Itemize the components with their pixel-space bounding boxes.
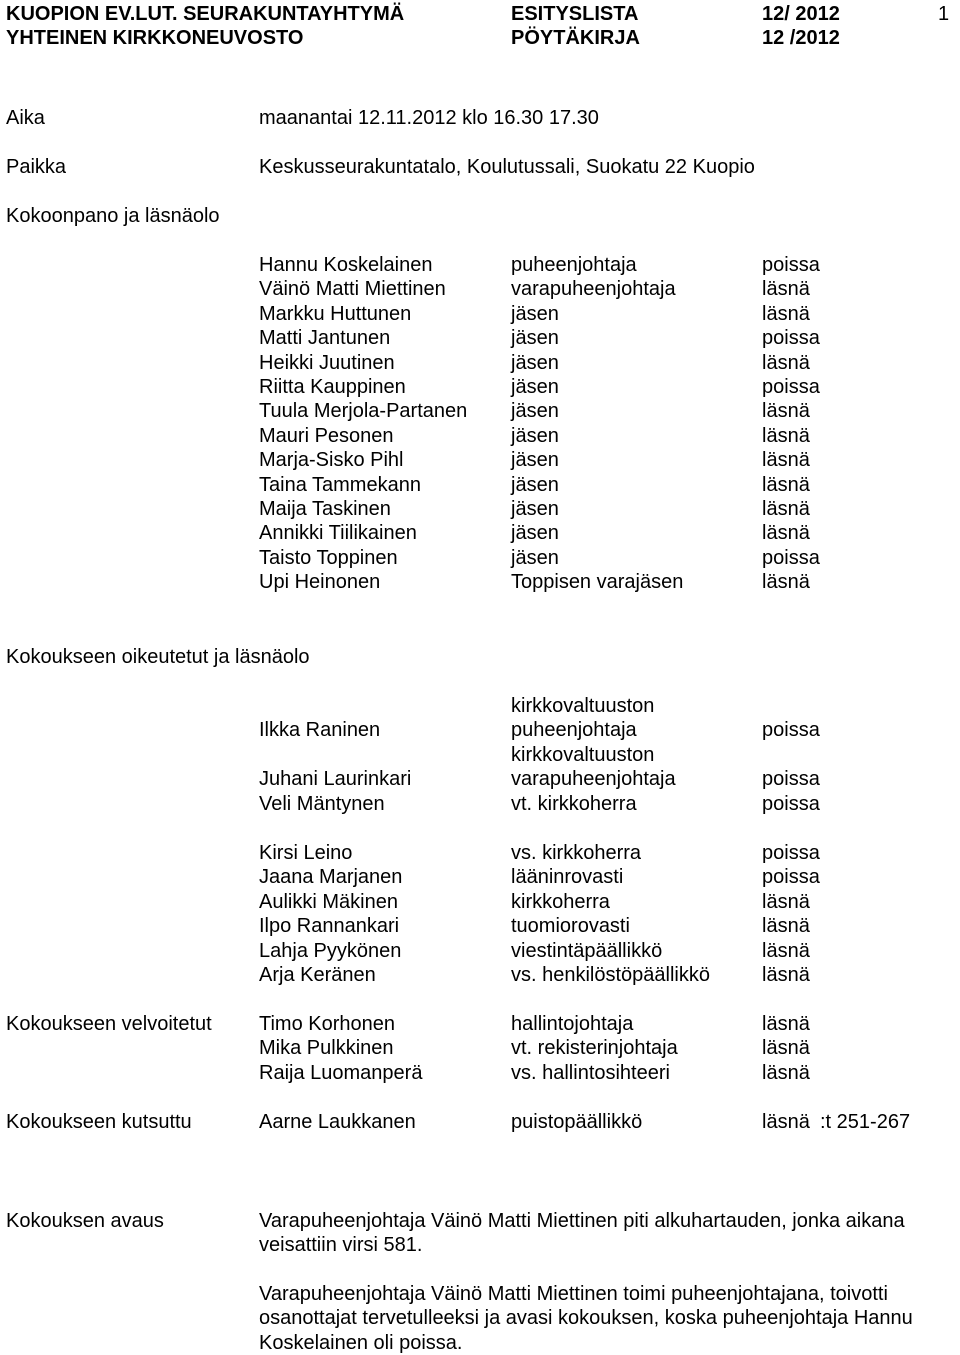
person-status: poissa: [762, 866, 820, 889]
table-row: [0, 351, 960, 375]
member-status: läsnä: [762, 278, 810, 301]
invited-label: Kokoukseen kutsuttu: [6, 1111, 192, 1133]
person-name: Ilpo Rannankari: [259, 915, 400, 938]
person-name: Arja Keränen: [259, 963, 376, 986]
member-name: Riitta Kauppinen: [259, 375, 406, 398]
person-role: hallintojohtaja: [511, 1013, 634, 1035]
time-value: maanantai 12.11.2012 klo 16.30 17.30: [259, 107, 599, 129]
composition-label: Kokoonpano ja läsnäolo: [6, 205, 220, 227]
table-row: [0, 521, 960, 545]
table-row: [0, 302, 960, 326]
agenda-number: 12/ 2012: [762, 3, 840, 25]
member-name: Taisto Toppinen: [259, 546, 398, 569]
table-row: [0, 375, 960, 399]
entitled-others-table: [0, 841, 960, 987]
table-row: [0, 570, 960, 594]
member-role: jäsen: [511, 327, 559, 350]
member-name: Heikki Juutinen: [259, 351, 395, 374]
member-name: Taina Tammekann: [259, 473, 421, 496]
opening-paragraph-2: Varapuheenjohtaja Väinö Matti Miettinen toimi puheenjohtajana, toivotti osanottajat tervetulleeksi ja avasi kokouksen, koska puheenjohtaja Hannu Koskelainen oli poissa.: [259, 1283, 913, 1354]
member-role: jäsen: [511, 473, 559, 496]
org-name-line1: KUOPION EV.LUT. SEURAKUNTAYHTYMÄ: [6, 3, 405, 25]
opening-label: Kokouksen avaus: [6, 1210, 164, 1232]
mantynen-status: poissa: [762, 793, 820, 815]
member-status: läsnä: [762, 522, 810, 545]
member-role: Toppisen varajäsen: [511, 571, 684, 594]
table-row: [0, 277, 960, 301]
laurinkari-name: Juhani Laurinkari: [259, 768, 412, 790]
person-status: läsnä: [762, 963, 810, 986]
member-status: läsnä: [762, 400, 810, 423]
member-role: jäsen: [511, 375, 559, 398]
doc-type-minutes: PÖYTÄKIRJA: [511, 27, 640, 49]
person-name: Timo Korhonen: [259, 1013, 395, 1035]
table-row: [0, 448, 960, 472]
person-status: läsnä: [762, 939, 810, 962]
member-role: jäsen: [511, 424, 559, 447]
person-name: Aulikki Mäkinen: [259, 890, 398, 913]
member-status: poissa: [762, 254, 820, 276]
invited-section-note: :t 251-267: [820, 1111, 911, 1133]
invited-name: Aarne Laukkanen: [259, 1111, 416, 1133]
person-status: läsnä: [762, 890, 810, 913]
table-row: [0, 473, 960, 497]
person-name: Kirsi Leino: [259, 842, 353, 864]
mantynen-role: vt. kirkkoherra: [511, 793, 637, 815]
table-row: [0, 914, 960, 938]
member-name: Väinö Matti Miettinen: [259, 278, 446, 301]
member-status: läsnä: [762, 424, 810, 447]
members-table: [0, 253, 960, 594]
laurinkari-status: poissa: [762, 768, 820, 790]
opening-paragraph-1: Varapuheenjohtaja Väinö Matti Miettinen piti alkuhartauden, jonka aikana veisattiin virsi 581.: [259, 1210, 905, 1257]
raninen-role-line1: kirkkovaltuuston: [511, 695, 655, 717]
member-role: jäsen: [511, 522, 559, 545]
person-role: vs. henkilöstöpäällikkö: [511, 963, 710, 986]
table-row: [0, 939, 960, 963]
member-status: läsnä: [762, 449, 810, 472]
person-role: kirkkoherra: [511, 890, 610, 913]
doc-type-agenda: ESITYSLISTA: [511, 3, 639, 25]
member-status: läsnä: [762, 351, 810, 374]
table-row: [0, 1061, 960, 1085]
person-status: poissa: [762, 842, 820, 864]
member-status: poissa: [762, 327, 820, 350]
table-row: [0, 424, 960, 448]
raninen-role-line2: puheenjohtaja: [511, 719, 637, 741]
person-name: Lahja Pyykönen: [259, 939, 402, 962]
table-row: [0, 890, 960, 914]
member-role: jäsen: [511, 351, 559, 374]
member-name: Mauri Pesonen: [259, 424, 394, 447]
place-value: Keskusseurakuntatalo, Koulutussali, Suokatu 22 Kuopio: [259, 156, 755, 178]
person-status: läsnä: [762, 1013, 810, 1035]
person-role: lääninrovasti: [511, 866, 624, 889]
obligated-label: Kokoukseen velvoitetut: [6, 1013, 212, 1035]
person-name: Mika Pulkkinen: [259, 1037, 394, 1060]
person-role: vs. kirkkoherra: [511, 842, 642, 864]
table-row: [0, 1036, 960, 1060]
person-role: tuomiorovasti: [511, 915, 630, 938]
member-name: Marja-Sisko Pihl: [259, 449, 404, 472]
member-name: Upi Heinonen: [259, 571, 381, 594]
member-role: jäsen: [511, 400, 559, 423]
laurinkari-role-line2: varapuheenjohtaja: [511, 768, 676, 790]
member-status: poissa: [762, 546, 820, 569]
member-status: poissa: [762, 375, 820, 398]
member-role: jäsen: [511, 449, 559, 472]
member-name: Matti Jantunen: [259, 327, 391, 350]
table-row: [0, 399, 960, 423]
org-name-line2: YHTEINEN KIRKKONEUVOSTO: [6, 27, 304, 49]
member-role: jäsen: [511, 497, 559, 520]
table-row: [0, 326, 960, 350]
person-role: vt. rekisterinjohtaja: [511, 1037, 678, 1060]
laurinkari-role-line1: kirkkovaltuuston: [511, 744, 655, 766]
invited-role: puistopäällikkö: [511, 1111, 643, 1133]
place-label: Paikka: [6, 156, 67, 178]
mantynen-name: Veli Mäntynen: [259, 793, 385, 815]
table-row: [0, 546, 960, 570]
page-number: 1: [938, 3, 950, 25]
member-name: Tuula Merjola-Partanen: [259, 400, 468, 423]
person-status: läsnä: [762, 915, 810, 938]
table-row: [0, 497, 960, 521]
member-name: Markku Huttunen: [259, 302, 412, 325]
person-role: viestintäpäällikkö: [511, 939, 663, 962]
member-status: läsnä: [762, 571, 810, 594]
table-row: [0, 865, 960, 889]
person-status: läsnä: [762, 1037, 810, 1060]
member-name: Hannu Koskelainen: [259, 254, 433, 276]
entitled-label: Kokoukseen oikeutetut ja läsnäolo: [6, 646, 310, 668]
member-status: läsnä: [762, 473, 810, 496]
table-row: [0, 841, 960, 865]
member-status: läsnä: [762, 497, 810, 520]
minutes-number: 12 /2012: [762, 27, 840, 49]
obligated-table: [0, 1012, 960, 1085]
member-role: jäsen: [511, 302, 559, 325]
member-role: puheenjohtaja: [511, 254, 637, 276]
raninen-status: poissa: [762, 719, 820, 741]
time-label: Aika: [6, 107, 45, 129]
person-name: Raija Luomanperä: [259, 1061, 423, 1084]
table-row: [0, 253, 960, 277]
member-name: Maija Taskinen: [259, 497, 391, 520]
table-row: [0, 1012, 960, 1036]
person-status: läsnä: [762, 1061, 810, 1084]
raninen-name: Ilkka Raninen: [259, 719, 381, 741]
member-name: Annikki Tiilikainen: [259, 522, 417, 545]
member-role: varapuheenjohtaja: [511, 278, 676, 301]
person-role: vs. hallintosihteeri: [511, 1061, 670, 1084]
invited-status: läsnä: [762, 1111, 810, 1133]
table-row: [0, 963, 960, 987]
member-status: läsnä: [762, 302, 810, 325]
person-name: Jaana Marjanen: [259, 866, 403, 889]
member-role: jäsen: [511, 546, 559, 569]
